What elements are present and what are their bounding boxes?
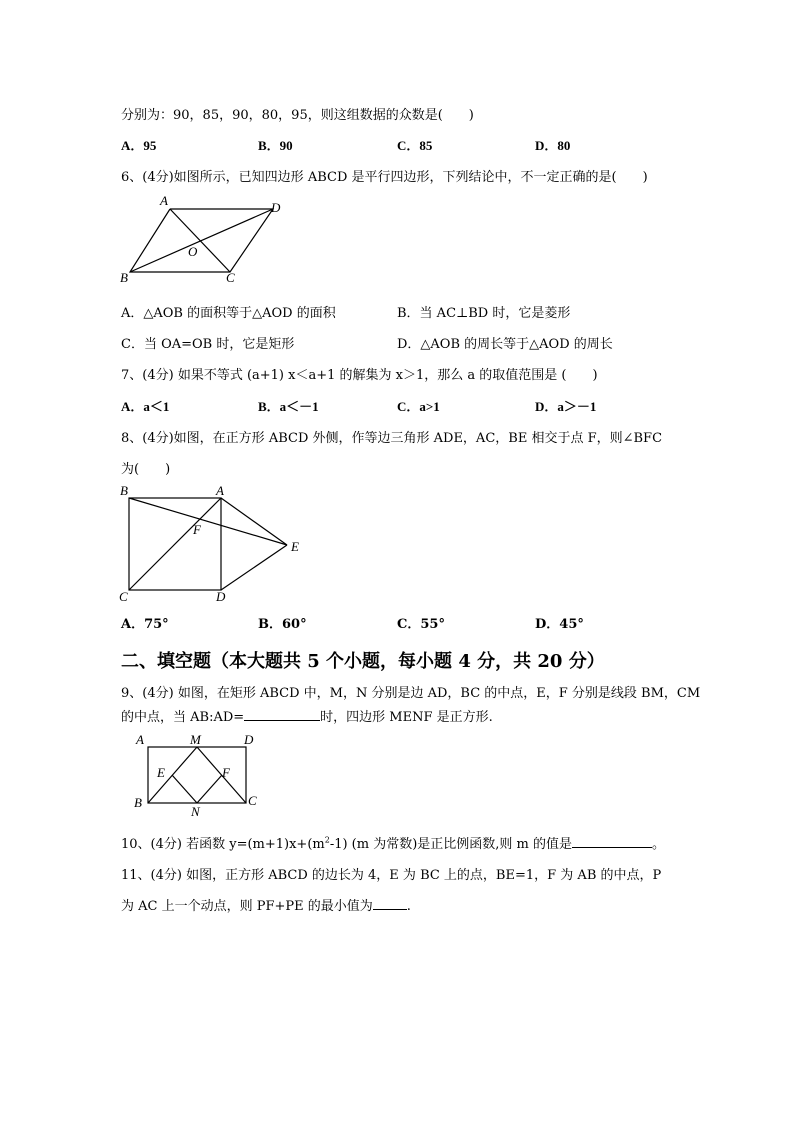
q9-label-f: F xyxy=(222,765,230,780)
q6-label-c: C xyxy=(226,270,235,285)
q6-label-b: B xyxy=(120,270,128,285)
q9-label-d: D xyxy=(244,732,254,747)
q8-option-b: B．60° xyxy=(258,617,307,632)
q8-option-c: C．55° xyxy=(397,617,445,632)
q9-label-c: C xyxy=(248,793,257,808)
q8-square-triangle-figure xyxy=(117,484,307,604)
q5-option-c: C．85 xyxy=(397,138,433,153)
q9-line2-start: 的中点，当 AB:AD= xyxy=(121,710,245,725)
q8-label-b: B xyxy=(120,483,128,498)
q6-label-a: A xyxy=(160,193,168,208)
q8-stem-line2: 为( ) xyxy=(121,462,171,477)
q7-stem: 7、(4分) 如果不等式 (a+1) x＜a+1 的解集为 x＞1，那么 a 的取值范围是 ( ) xyxy=(121,368,598,383)
q8-stem-line1: 8、(4分)如图，在正方形 ABCD 外侧，作等边三角形 ADE，AC，BE 相交于点 F，则∠BFC xyxy=(121,431,663,446)
q11-line2-start: 为 AC 上一个动点，则 PF+PE 的最小值为 xyxy=(121,899,373,914)
q6-label-d: D xyxy=(271,200,281,215)
q6-option-b: B．当 AC⊥BD 时，它是菱形 xyxy=(397,306,571,321)
q11-line2-end: . xyxy=(406,899,411,914)
q9-line1: 9、(4分) 如图，在矩形 ABCD 中，M，N 分别是边 AD，BC 的中点，E，F 分别是线段 BM，CM xyxy=(121,686,701,701)
q6-parallelogram-figure xyxy=(118,192,288,288)
q5-stem: 分别为：90，85，90，80，95，则这组数据的众数是( ) xyxy=(121,108,474,123)
q6-stem: 6、(4分)如图所示，已知四边形 ABCD 是平行四边形，下列结论中，不一定正确的是( ) xyxy=(121,170,648,185)
q10-text-mid: -1) (m 为常数)是正比例函数,则 m 的值是 xyxy=(329,837,573,852)
q6-label-o: O xyxy=(188,244,198,259)
q9-label-e: E xyxy=(157,765,165,780)
q5-option-b: B．90 xyxy=(258,138,293,153)
q11-answer-blank xyxy=(373,897,407,910)
q9-line2-end: 时，四边形 MENF 是正方形. xyxy=(320,710,493,725)
q9-label-b: B xyxy=(134,795,142,810)
section-title: 二、填空题（本大题共 5 个小题，每小题 4 分，共 20 分） xyxy=(121,651,605,672)
q9-line2 xyxy=(121,706,493,725)
q7-option-b: B．a＜－1 xyxy=(258,399,319,414)
q8-label-d: D xyxy=(216,589,226,604)
q8-label-a: A xyxy=(216,483,224,498)
q9-label-a: A xyxy=(136,732,144,747)
q8-label-f: F xyxy=(193,522,201,537)
q10-stem xyxy=(121,833,665,852)
q6-option-d: D．△AOB 的周长等于△AOD 的周长 xyxy=(397,337,613,352)
q5-option-d: D．80 xyxy=(535,138,571,153)
q10-text-end: 。 xyxy=(652,837,666,852)
q7-option-a: A．a＜1 xyxy=(121,399,170,414)
q9-label-n: N xyxy=(191,804,200,819)
q9-rectangle-figure xyxy=(132,732,267,818)
q7-option-c: C．a>1 xyxy=(397,399,440,414)
q6-option-c: C．当 OA=OB 时，它是矩形 xyxy=(121,337,295,352)
q8-option-d: D．45° xyxy=(535,617,584,632)
q5-option-a: A．95 xyxy=(121,138,157,153)
q8-option-a: A．75° xyxy=(121,617,169,632)
q8-label-e: E xyxy=(291,539,299,554)
q6-option-a: A．△AOB 的面积等于△AOD 的面积 xyxy=(121,306,336,321)
q11-line1: 11、(4分) 如图，正方形 ABCD 的边长为 4，E 为 BC 上的点，BE=1，F 为 AB 的中点，P xyxy=(121,868,662,883)
q9-answer-blank xyxy=(244,708,320,721)
q7-option-d: D．a＞－1 xyxy=(535,399,597,414)
q10-answer-blank xyxy=(572,835,652,848)
q9-label-m: M xyxy=(190,732,201,747)
q10-superscript: 2 xyxy=(324,835,330,845)
q10-text-start: 10、(4分) 若函数 y=(m+1)x+(m xyxy=(121,837,325,852)
q8-label-c: C xyxy=(119,589,128,604)
q11-line2 xyxy=(121,895,411,914)
